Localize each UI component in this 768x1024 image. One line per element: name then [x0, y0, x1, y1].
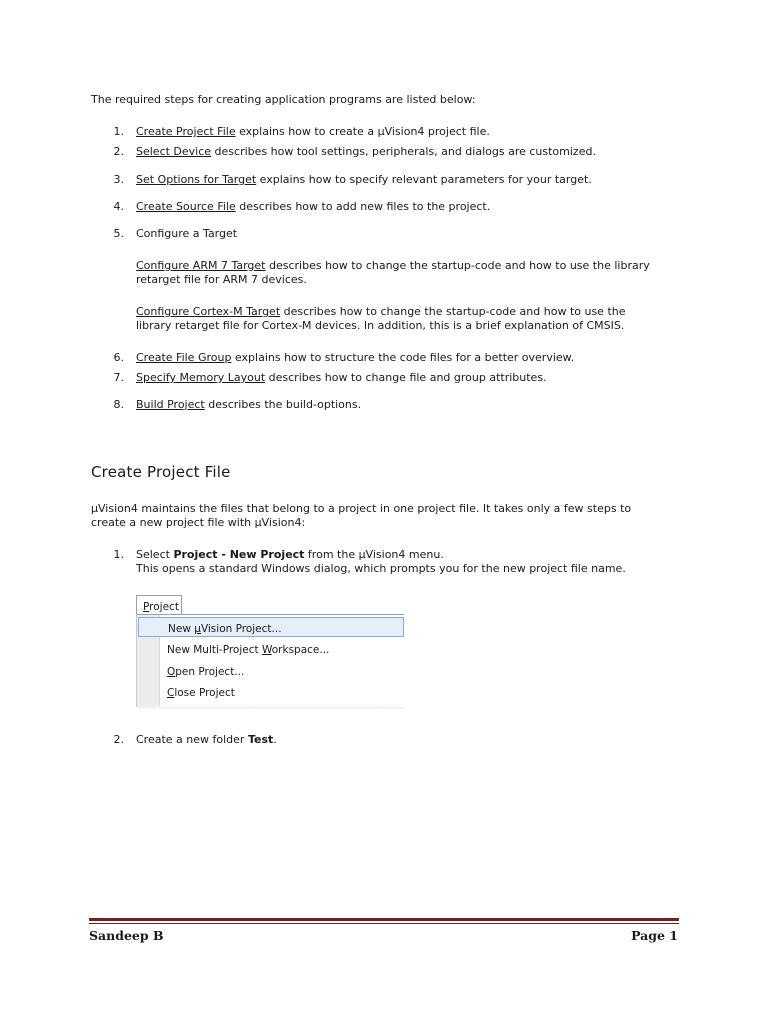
step-description: describes the build-options.: [204, 398, 362, 411]
intro-text: The required steps for creating application programs are listed below:: [91, 93, 476, 106]
step-number: 2.: [113, 733, 124, 746]
step-description: describes how to add new files to the project.: [235, 200, 491, 213]
sub-item-text: describes how to change the startup-code and how to use the: [280, 305, 626, 318]
menu-path: Project - New Project: [173, 548, 305, 561]
step-description: explains how to structure the code files for a better overview.: [231, 351, 575, 364]
sub-item-text: describes how to change the startup-code and how to use the library: [265, 259, 650, 272]
link-select-device[interactable]: Select Device: [136, 145, 212, 158]
step-number: 7.: [113, 371, 124, 384]
link-specify-memory-layout[interactable]: Specify Memory Layout: [136, 371, 266, 384]
step-text: Select: [136, 548, 174, 561]
link-create-source-file[interactable]: Create Source File: [136, 200, 236, 213]
step-number: 2.: [113, 145, 124, 158]
section-paragraph-line: µVision4 maintains the files that belong to a project in one project file. It takes only a few steps to: [91, 502, 632, 515]
step-description: explains how to specify relevant parameters for your target.: [256, 173, 592, 186]
step-number: 1.: [113, 125, 124, 138]
step-number: 5.: [113, 227, 124, 240]
menu-item-close-project[interactable]: Close Project: [167, 687, 235, 699]
link-configure-arm7-target[interactable]: Configure ARM 7 Target: [136, 259, 266, 272]
menu-dropdown: [136, 614, 404, 707]
step-text: This opens a standard Windows dialog, which prompts you for the new project file name.: [136, 562, 626, 575]
step-number: 6.: [113, 351, 124, 364]
step-number: 1.: [113, 548, 124, 561]
step-text: Create a new folder: [136, 733, 248, 746]
menu-item-open-project[interactable]: Open Project...: [167, 666, 245, 678]
link-build-project[interactable]: Build Project: [136, 398, 205, 411]
step-text: from the µVision4 menu.: [304, 548, 444, 561]
step-number: 8.: [113, 398, 124, 411]
section-paragraph-line: create a new project file with µVision4:: [91, 516, 306, 529]
sub-item-text: retarget file for ARM 7 devices.: [136, 273, 307, 286]
step-text: .: [273, 733, 277, 746]
footer-page-number: Page 1: [631, 928, 678, 943]
footer-author: Sandeep B: [89, 928, 164, 943]
link-create-project-file[interactable]: Create Project File: [136, 125, 236, 138]
step-description: describes how tool settings, peripherals, and dialogs are customized.: [211, 145, 596, 158]
section-heading: Create Project File: [91, 463, 231, 481]
link-configure-cortex-m-target[interactable]: Configure Cortex-M Target: [136, 305, 281, 318]
step-number: 3.: [113, 173, 124, 186]
project-menu-screenshot: [136, 595, 404, 707]
sub-item-text: library retarget file for Cortex-M devices. In addition, this is a brief explanation of CMSIS.: [136, 319, 625, 332]
step-description: Configure a Target: [136, 227, 238, 240]
folder-name: Test: [247, 733, 274, 746]
step-description: describes how to change file and group attributes.: [265, 371, 547, 384]
link-create-file-group[interactable]: Create File Group: [136, 351, 232, 364]
menu-item-new-multi-project-workspace[interactable]: New Multi-Project Workspace...: [167, 644, 330, 656]
footer-rule-thick: [89, 918, 679, 921]
menu-tab-project[interactable]: Project: [136, 595, 182, 615]
menu-item-new-uvision-project[interactable]: New µVision Project...: [138, 617, 404, 637]
footer-rule-thin: [89, 923, 679, 924]
step-description: explains how to create a µVision4 project file.: [235, 125, 490, 138]
link-set-options-for-target[interactable]: Set Options for Target: [136, 173, 257, 186]
step-number: 4.: [113, 200, 124, 213]
